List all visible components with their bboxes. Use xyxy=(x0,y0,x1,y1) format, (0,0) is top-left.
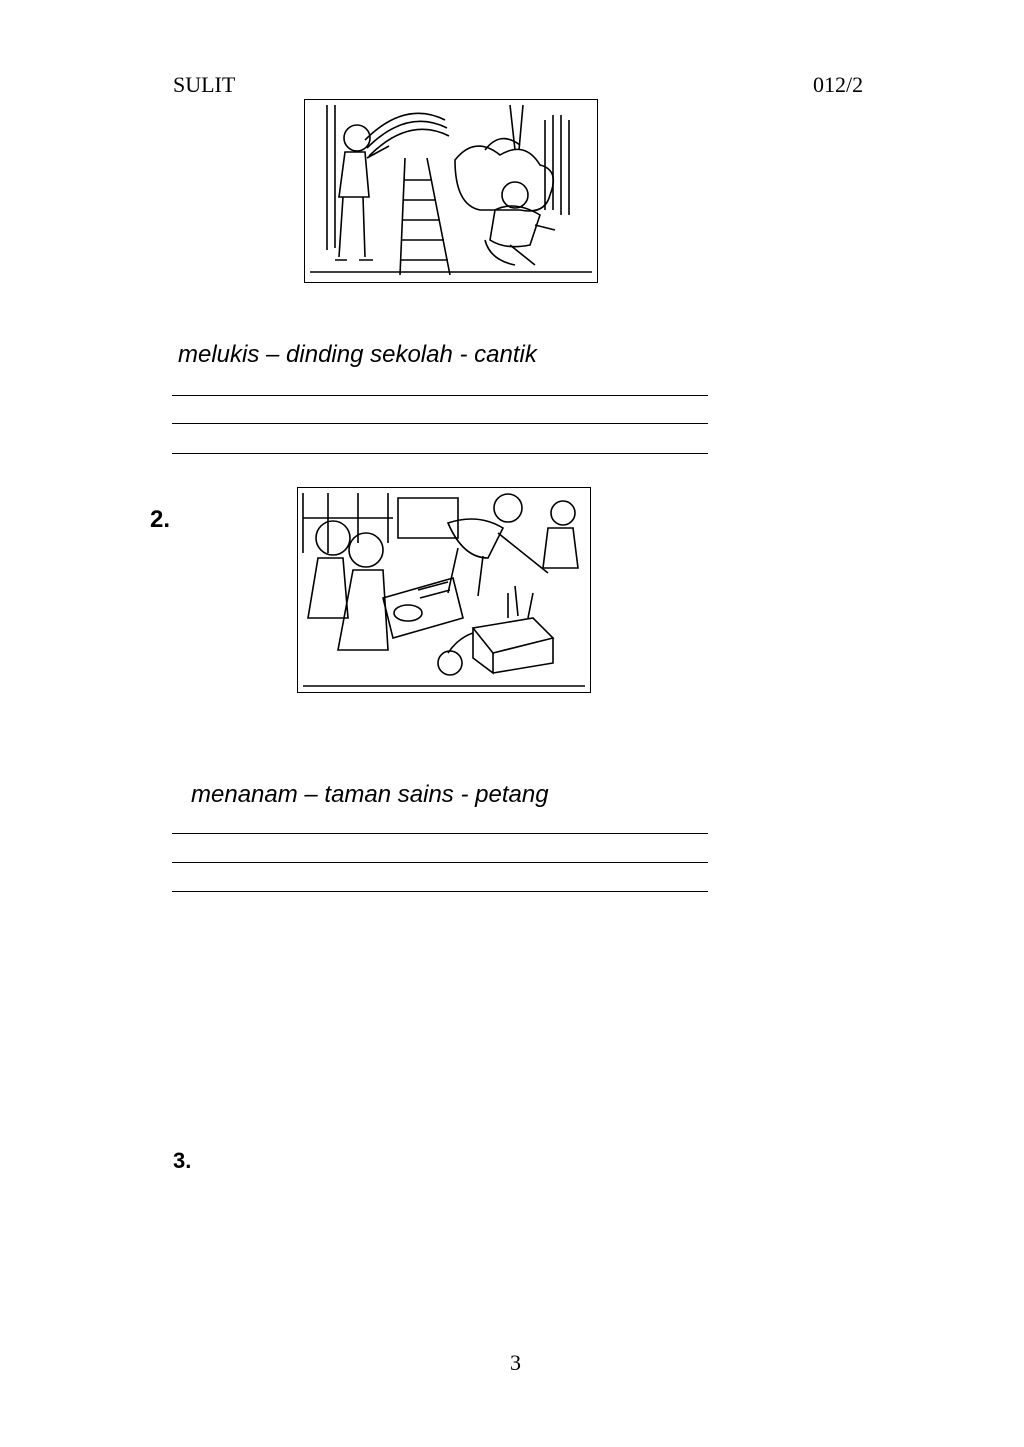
answer-line[interactable] xyxy=(172,453,708,454)
answer-line[interactable] xyxy=(172,862,708,863)
header-classification: SULIT xyxy=(173,72,236,97)
header-paper-code: 012/2 xyxy=(813,72,864,97)
illustration-painting-wall xyxy=(304,99,598,283)
answer-line[interactable] xyxy=(172,833,708,834)
question-1-prompt: melukis – dinding sekolah - cantik xyxy=(178,341,537,368)
illustration-planting-garden xyxy=(297,487,591,693)
answer-line[interactable] xyxy=(172,395,708,396)
question-2-number: 2. xyxy=(150,506,171,533)
page-number: 3 xyxy=(510,1350,521,1375)
question-3-number: 3. xyxy=(173,1148,192,1173)
question-2-prompt: menanam – taman sains - petang xyxy=(191,781,549,808)
answer-line[interactable] xyxy=(172,423,708,424)
answer-line[interactable] xyxy=(172,891,708,892)
